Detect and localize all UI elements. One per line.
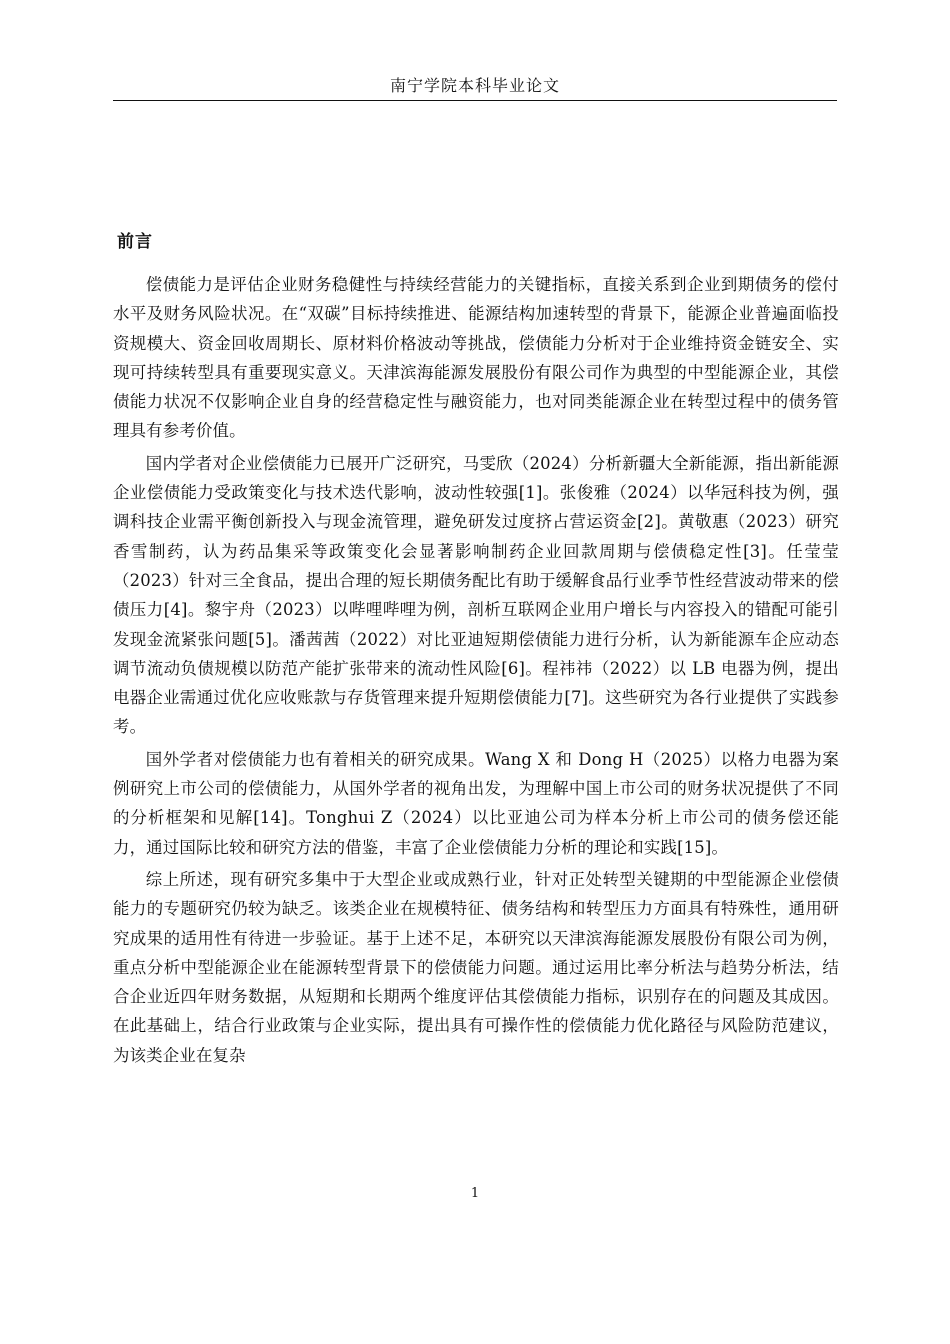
header-rule (113, 100, 837, 101)
section-heading: 前言 (117, 232, 153, 252)
page-number: 1 (470, 1186, 480, 1201)
running-header: 南宁学院本科毕业论文 (389, 76, 560, 95)
paragraph: 综上所述，现有研究多集中于大型企业或成熟行业，针对正处转型关键期的中型能源企业偿债能力的专题研究仍较为缺乏。该类企业在规模特征、债务结构和转型压力方面具有特殊性，通用研究成果的适用性有待进一步验证。基于上述不足，本研究以天津滨海能源发展股份有限公司为例，重点分析中型能源企业在能源转型背景下的偿债能力问题。通过运用比率分析法与趋势分析法，结合企业近四年财务数据，从短期和长期两个维度评估其偿债能力指标，识别存在的问题及其成因。在此基础上，结合行业政策与企业实际，提出具有可操作性的偿债能力优化路径与风险防范建议，为该类企业在复杂 (113, 869, 839, 1065)
paragraph: 偿债能力是评估企业财务稳健性与持续经营能力的关键指标，直接关系到企业到期债务的偿付水平及财务风险状况。在“双碳”目标持续推进、能源结构加速转型的背景下，能源企业普遍面临投资规模大、资金回收周期长、原材料价格波动等挑战，偿债能力分析对于企业维持资金链安全、实现可持续转型具有重要现实意义。天津滨海能源发展股份有限公司作为典型的中型能源企业，其偿债能力状况不仅影响企业自身的经营稳定性与融资能力，也对同类能源企业在转型过程中的债务管理具有参考价值。 (113, 275, 839, 441)
body-text (113, 270, 839, 1073)
paragraph: 国内学者对企业偿债能力已展开广泛研究，马雯欣（2024）分析新疆大全新能源，指出新能源企业偿债能力受政策变化与技术迭代影响，波动性较强[1]。张俊雅（2024）以华冠科技为例，强调科技企业需平衡创新投入与现金流管理，避免研发过度挤占营运资金[2]。黄敬惠（2023）研究香雪制药，认为药品集采等政策变化会显著影响制药企业回款周期与偿债稳定性[3]。任莹莹（2023）针对三全食品，提出合理的短长期债务配比有助于缓解食品行业季节性经营波动带来的偿债压力[4]。黎宇舟（2023）以哔哩哔哩为例，剖析互联网企业用户增长与内容投入的错配可能引发现金流紧张问题[5]。潘茜茜（2022）对比亚迪短期偿债能力进行分析，认为新能源车企应动态调节流动负债规模以防范产能扩张带来的流动性风险[6]。程祎祎（2022）以 LB 电器为例，提出电器企业需通过优化应收账款与存货管理来提升短期偿债能力[7]。这些研究为各行业提供了实践参考。 (113, 453, 839, 737)
paragraph: 国外学者对偿债能力也有着相关的研究成果。Wang X 和 Dong H（2025）以格力电器为案例研究上市公司的偿债能力，从国外学者的视角出发，为理解中国上市公司的财务状况提供了不同的分析框架和见解[14]。Tonghui Z（2024）以比亚迪公司为样本分析上市公司的债务偿还能力，通过国际比较和研究方法的借鉴，丰富了企业偿债能力分析的理论和实践[15]。 (113, 749, 839, 857)
